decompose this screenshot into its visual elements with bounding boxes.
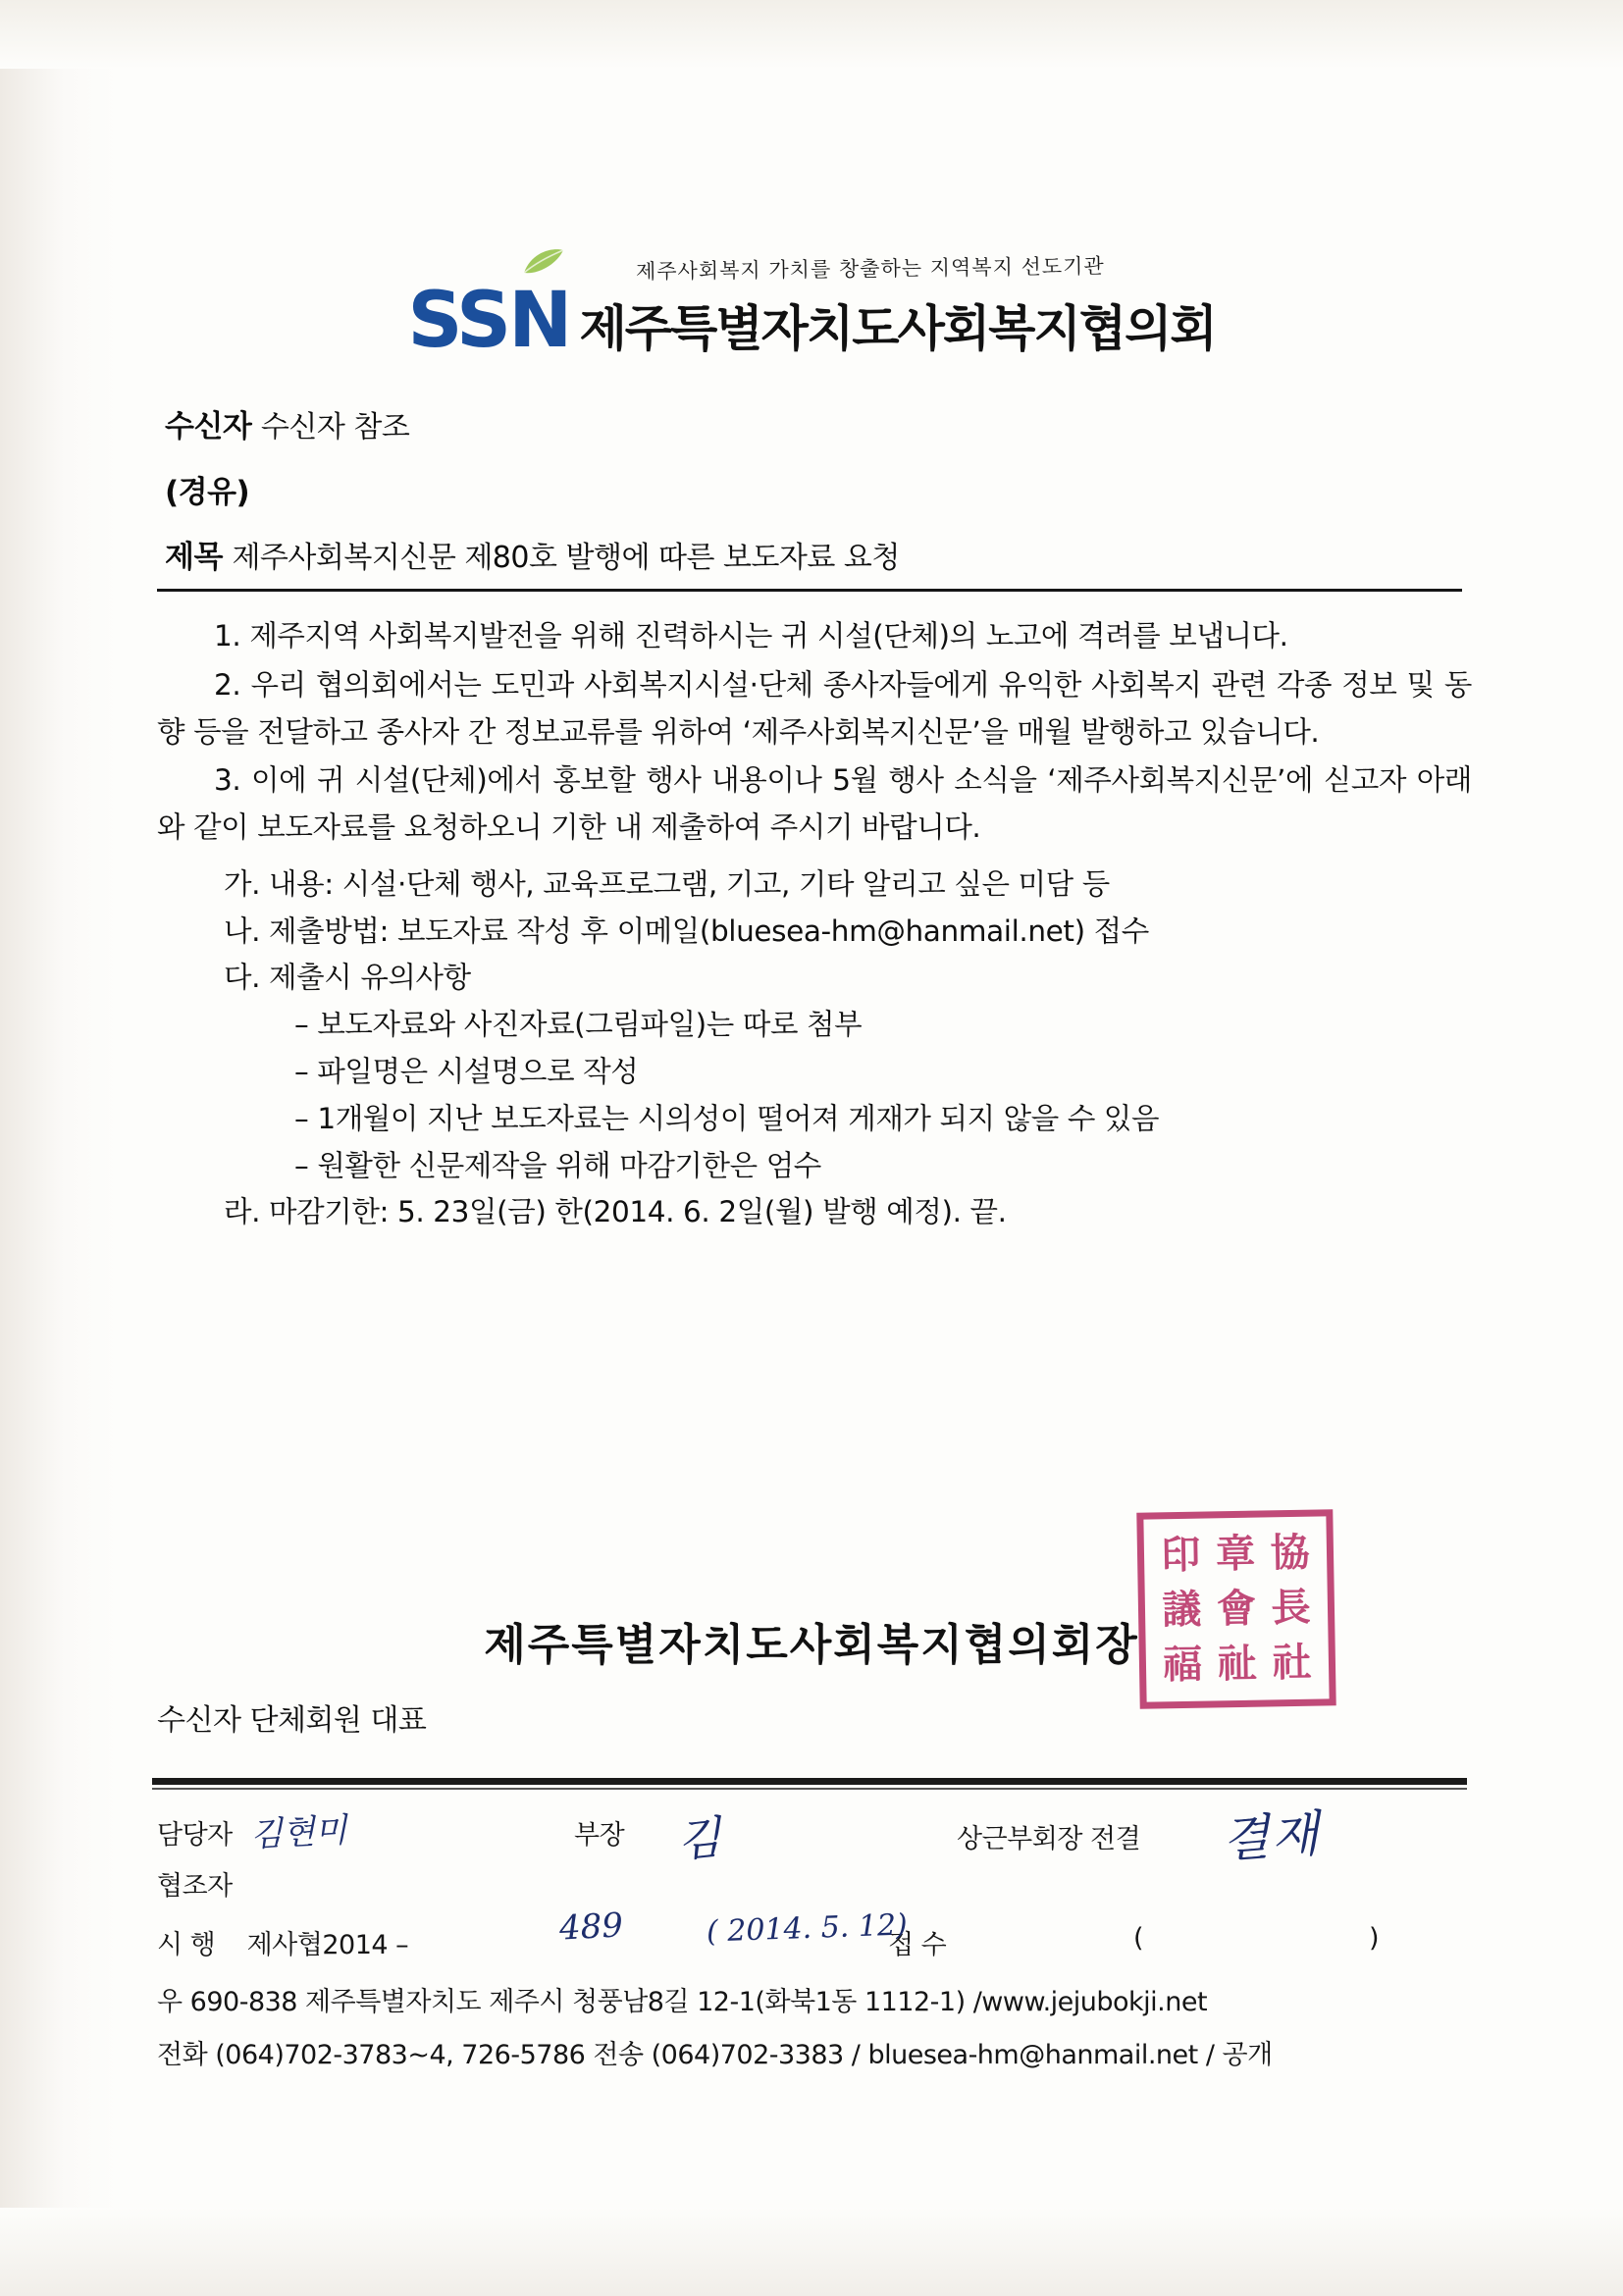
- body-sub-c-2: – 파일명은 시설명으로 작성: [294, 1055, 639, 1089]
- seal-char: 祉: [1217, 1640, 1258, 1687]
- body-spacer: [157, 854, 1472, 861]
- document-body: [157, 613, 1472, 1236]
- body-sub-c-3: – 1개월이 지난 보도자료는 시의성이 떨어져 게재가 되지 않을 수 있음: [294, 1101, 1160, 1135]
- footer-receive-label: 접 수: [888, 1930, 947, 1960]
- leaf-icon: [522, 247, 565, 277]
- letterhead: [0, 253, 1623, 365]
- footer-vp-label: 상근부회장 전결: [957, 1824, 1141, 1854]
- handwriting-charge-name: 김현미: [249, 1810, 348, 1855]
- footer-contact: 전화 (064)702-3783~4, 726-5786 전송 (064)702-3383 / bluesea-hm@hanmail.net / 공개: [157, 2040, 1273, 2070]
- seal-char: 協: [1270, 1530, 1311, 1577]
- footer-address: 우 690-838 제주특별자치도 제주시 청풍남8길 12-1(화북1동 1112-1) /www.jejubokji.net: [157, 1987, 1208, 2017]
- subject-field: [165, 538, 900, 577]
- body-sub-c-1: – 보도자료와 사진자료(그림파일)는 따로 첨부: [294, 1008, 863, 1042]
- subject-label: 제목: [165, 540, 223, 575]
- recipient-field: [165, 407, 409, 446]
- footer-issue-label: 시 행: [157, 1930, 216, 1960]
- letterhead-main: [0, 277, 1623, 365]
- body-item-3: 3. 이에 귀 시설(단체)에서 홍보할 행사 내용이나 5월 행사 소식을 ‘제주사회복지신문’에 싣고자 아래와 같이 보도자료를 요청하오니 기한 내 제출하여 주시기 바랍니다.: [157, 763, 1472, 845]
- body-sub-d: 라. 마감기한: 5. 23일(금) 한(2014. 6. 2일(월) 발행 예정). 끝.: [224, 1195, 1007, 1229]
- footer-coop-label: 협조자: [157, 1871, 233, 1902]
- letterhead-organization: 제주특별자치도사회복지협의회: [579, 300, 1216, 358]
- via-label: (경유): [165, 475, 250, 510]
- body-item-1: 1. 제주지역 사회복지발전을 위해 진력하시는 귀 시설(단체)의 노고에 격려를 보냅니다.: [214, 619, 1288, 652]
- seal-char: 社: [1272, 1639, 1313, 1687]
- seal-char: 長: [1271, 1584, 1312, 1632]
- handwriting-issue-number: 489: [557, 1905, 624, 1949]
- footer-paren-right: ): [1369, 1923, 1380, 1954]
- footer-divider-thin: [152, 1788, 1467, 1790]
- via-field: [165, 473, 249, 512]
- footer-dept-label: 부장: [574, 1820, 625, 1851]
- footer-issue-value: 제사협2014 –: [246, 1930, 409, 1960]
- ssn-logo-text: SSN: [407, 277, 570, 365]
- letterhead-tagline: 제주사회복지 가치를 창출하는 지역복지 선도기관: [636, 254, 1106, 284]
- footer-charge-label: 담당자: [157, 1820, 233, 1851]
- body-sub-a: 가. 내용: 시설·단체 행사, 교육프로그램, 기고, 기타 알리고 싶은 미담 등: [224, 866, 1110, 901]
- official-seal-stamp: [1136, 1509, 1335, 1708]
- handwriting-dept-signature: 김: [674, 1810, 726, 1867]
- recipient-line: 수신자 단체회원 대표: [157, 1703, 427, 1738]
- header-divider: [157, 589, 1462, 592]
- footer-paren-left: (: [1133, 1923, 1144, 1954]
- body-sub-b: 나. 제출방법: 보도자료 작성 후 이메일(bluesea-hm@hanmail.net) 접수: [224, 913, 1149, 948]
- seal-char: 議: [1161, 1586, 1202, 1634]
- recipient-value: 수신자 참조: [260, 410, 410, 444]
- recipient-label: 수신자: [165, 409, 252, 444]
- body-item-2: 2. 우리 협의회에서는 도민과 사회복지시설·단체 종사자들에게 유익한 사회복지 관련 각종 정보 및 동향 등을 전달하고 종사자 간 정보교류를 위하여 ‘제주사회복지신문’을 매월 발행하고 있습니다.: [157, 667, 1472, 749]
- signature-title: 제주특별자치도사회복지협의회장: [484, 1620, 1139, 1670]
- seal-char: 印: [1160, 1531, 1201, 1579]
- handwriting-issue-date: ( 2014. 5. 12): [706, 1907, 909, 1950]
- seal-char: 會: [1216, 1585, 1257, 1633]
- body-sub-c: 다. 제출시 유의사항: [224, 961, 471, 995]
- handwriting-vp-signature: 결재: [1220, 1804, 1323, 1869]
- footer-divider: [152, 1778, 1467, 1785]
- subject-value: 제주사회복지신문 제80호 발행에 따른 보도자료 요청: [232, 541, 900, 575]
- seal-char: 福: [1162, 1641, 1203, 1688]
- seal-char: 章: [1215, 1530, 1256, 1578]
- footer-issue-line: [157, 1923, 408, 1961]
- body-sub-c-4: – 원활한 신문제작을 위해 마감기한은 엄수: [294, 1148, 821, 1182]
- seal-grid: [1156, 1529, 1318, 1691]
- ssn-logo: [407, 277, 570, 365]
